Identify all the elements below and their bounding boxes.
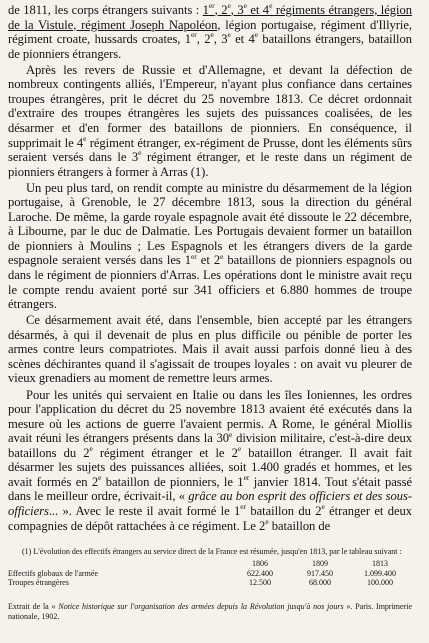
table-cell: 68.000	[309, 578, 331, 587]
paragraph-4: Ce désarmement avait été, dans l'ensemble, bien accepté par les étrangers désarmés, à qui il devenait de plus en plus difficile ou pénible de porter les armes contre leurs compatriotes. Mais il avait aussi parfois donné lieu à des scènes déchirantes quand il s'agissait de troupes loyales : on avait vu pleurer de vieux grenadiers au moment de remettre leurs armes.	[8, 313, 412, 386]
table-cell: 12.500	[249, 578, 271, 587]
source-end: ». Paris. Imprimerie nationale, 1902.	[8, 601, 413, 621]
table-cell: 917.450	[307, 568, 333, 578]
table-cell: 622.400	[247, 568, 273, 578]
p5-start: Pour les unités qui servaient en Italie ou dans les îles Ioniennes, les ordres pour l'application du décret du 25 novembre 1813 avaient été exécutés dans la mesure où les actions de guerre l'avaient permis. A Rome, le général Miollis avait réuni les étrangers présents dans la 30e division militaire, c'est-à-dire deux bataillons du 2e régiment étranger et le 2e bataillon étranger. Il avait fait désarmer les sujets des puissances alliées, soit 1.400 gradés et hommes, et les avait formés en 2e bataillon de pionniers, le 1er janvier 1814. Tout s'était passé dans le meilleur ordre, écrivait-il, «	[8, 387, 413, 504]
main-text	[8, 3, 412, 535]
year-header: 1806	[252, 559, 268, 568]
paragraph-2: Après les revers de Russie et d'Allemagne, et devant la défection de nombreux contingents alliés, l'Empereur, n'ayant plus confiance dans certaines troupes étrangères, prit le décret du 25 novembre 1813. Ce décret ordonnait d'extraire des troupes étrangères les sujets des puissances coalisées, de les désarmer et d'en former des bataillons de pionniers. En conséquence, il supprimait le 4e régiment étranger, ex-régiment de Prusse, dont les éléments sûrs seraient versés dans le 3e régiment étranger, et le reste dans un régiment de pionniers étrangers à former à Arras (1).	[8, 62, 412, 179]
source-title: Notice historique sur l'organisation des armées depuis la Révolution jusqu'à nos jours	[58, 601, 344, 611]
row-label: Effectifs globaux de l'armée	[8, 568, 98, 578]
table-corner	[8, 559, 230, 569]
footnote	[8, 547, 412, 622]
year-header: 1809	[312, 559, 328, 568]
effectifs-table	[8, 559, 410, 588]
paragraph-5	[8, 388, 412, 533]
p5-end: ... ». Avec le reste il avait formé le 1er bataillon du 2e étranger et deux compagnies de dépôt rattachées à ce régiment. Le 2e bataillon de	[8, 502, 413, 533]
underlined-units: 1er, 2e, 3e et 4e régiments étrangers, légion de la Vistule, régiment Joseph Napoléon,	[8, 1, 412, 32]
table-row	[8, 578, 410, 588]
year-header: 1813	[372, 559, 388, 568]
table-row	[8, 569, 410, 579]
table-cell: 1.099.400	[364, 568, 396, 578]
source-start: Extrait de la «	[8, 601, 59, 611]
p5-quote: grâce au bon esprit des officiers et des sous-officiers	[8, 489, 412, 518]
footnote-intro: (1) L'évolution des effectifs étrangers au service direct de la France est résumée, jusqu'en 1813, par le tableau suivant :	[22, 547, 402, 556]
p1-end: légion portugaise, régiment d'Illyrie, régiment croate, hussards croates, 1er, 2e, 3e et 4e bataillons étrangers, bataillon de pionniers étrangers.	[8, 17, 412, 61]
row-label: Troupes étrangères	[8, 578, 69, 587]
footnote-source	[8, 602, 412, 622]
table-cell: 100.000	[367, 578, 393, 587]
paragraph-3: Un peu plus tard, on rendit compte au ministre du désarmement de la légion portugaise, à Grenoble, le 27 décembre 1813, sous la direction du général Laroche. De même, la garde royale espagnole avait été dissoute le 22 décembre, à Libourne, par le duc de Dalmatie. Les Portugais devaient former un bataillon de pionniers à Moulins ; Les Espagnols et les étrangers divers de la garde espagnole seraient versés dans les 1er et 2e bataillons de pionniers espagnols ou dans le régiment de pionniers d'Arras. Les opérations dont le ministre avait reçu le compte rendu avaient porté sur 341 officiers et 6.880 hommes de troupe étrangers.	[8, 180, 412, 312]
p1-start: de 1811, les corps étrangers suivants :	[8, 3, 203, 17]
table-header-row	[8, 559, 410, 569]
paragraph-1	[8, 3, 412, 61]
